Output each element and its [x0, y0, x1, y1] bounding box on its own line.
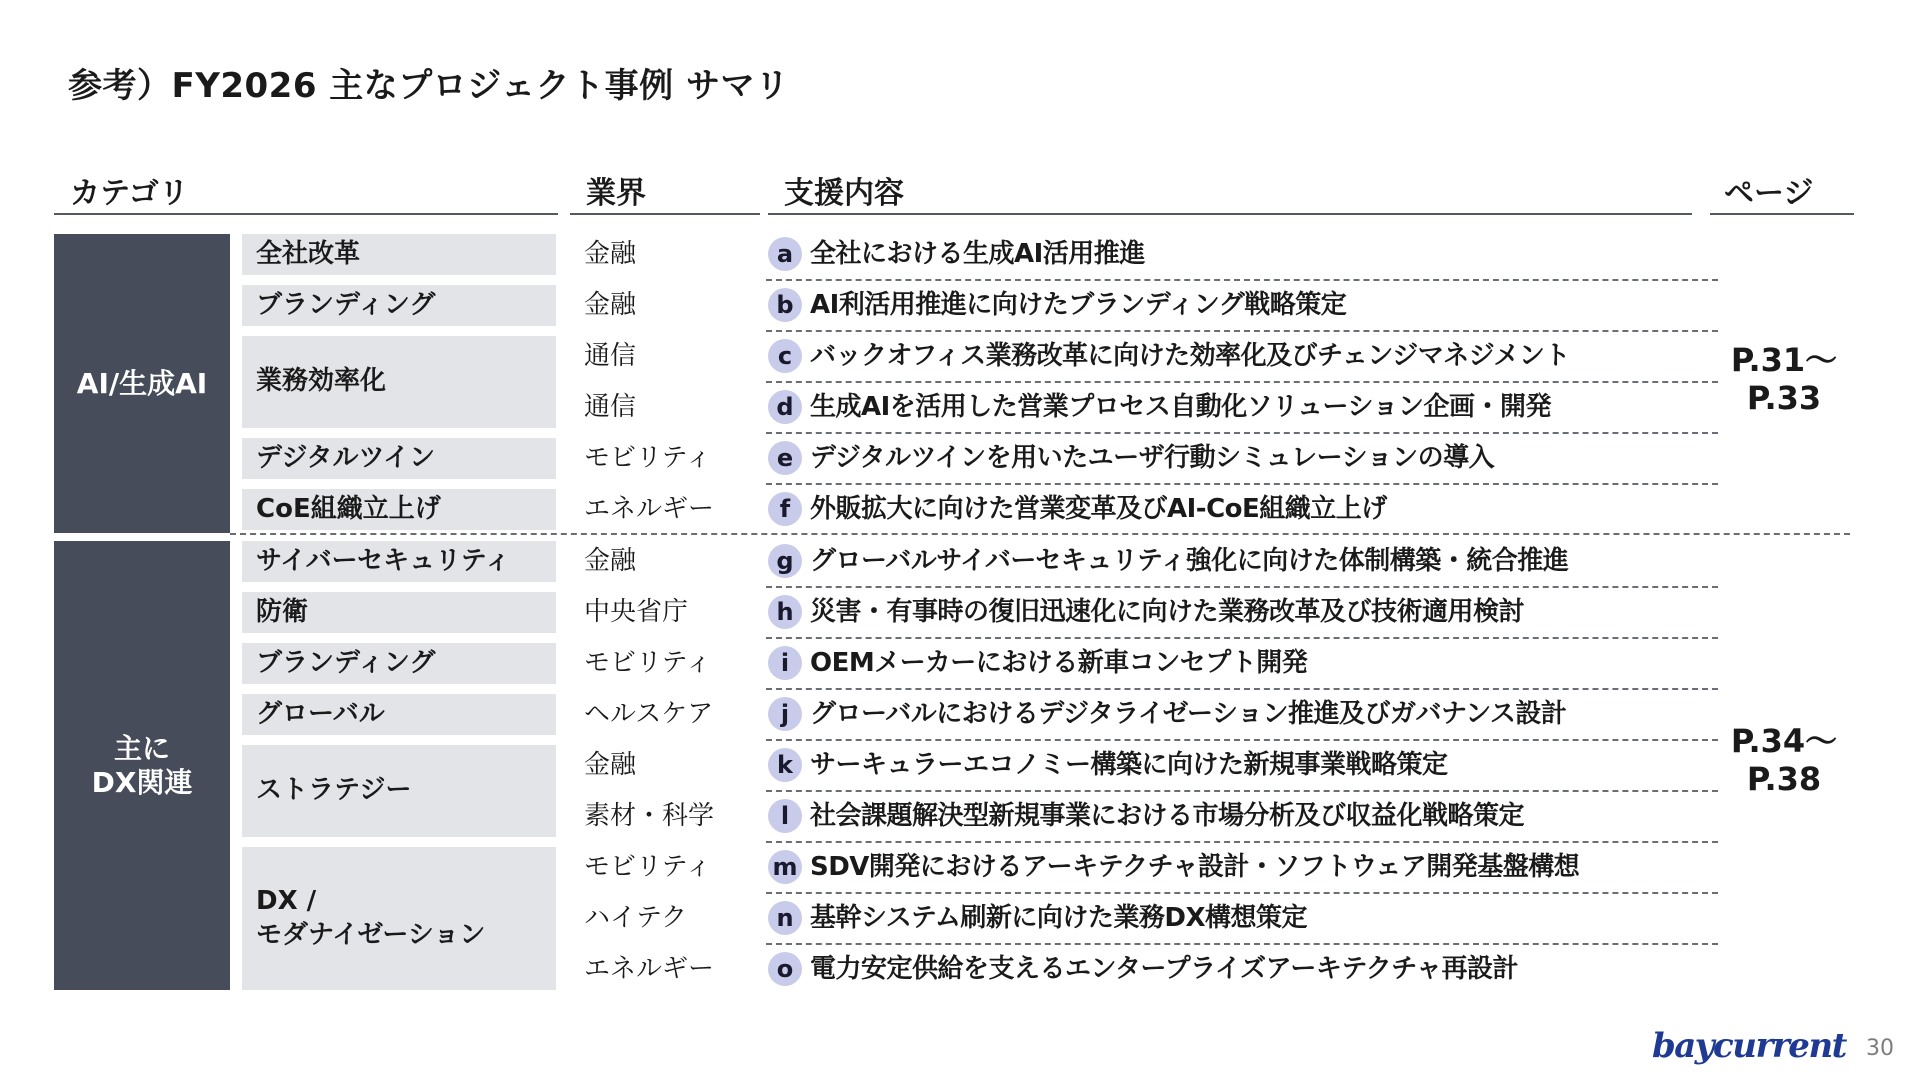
- row-letter-badge: b: [768, 288, 802, 322]
- row-divider: [766, 483, 1718, 485]
- industry-cell: モビリティ: [584, 648, 712, 678]
- page-ref-dx: P.34～ P.38: [1730, 722, 1838, 799]
- industry-cell: エネルギー: [584, 954, 715, 984]
- header-underline-industry: [570, 213, 760, 215]
- row-description: 外販拡大に向けた営業変革及びAI-CoE組織立上げ: [810, 494, 1387, 524]
- row-letter-badge: c: [768, 339, 802, 373]
- subcategory: CoE組織立上げ: [242, 489, 556, 530]
- industry-cell: 金融: [584, 546, 637, 576]
- row-divider: [766, 330, 1718, 332]
- subcategory: DX / モダナイゼーション: [242, 847, 556, 990]
- row-letter-badge: f: [768, 492, 802, 526]
- row-description: グローバルサイバーセキュリティ強化に向けた体制構築・統合推進: [810, 546, 1569, 576]
- industry-cell: ハイテク: [584, 903, 687, 933]
- header-underline-support: [768, 213, 1692, 215]
- industry-cell: 金融: [584, 290, 637, 320]
- industry-cell: 通信: [584, 392, 637, 422]
- company-logo: baycurrent: [1652, 1026, 1846, 1066]
- header-category: カテゴリ: [70, 176, 189, 211]
- row-letter-badge: k: [768, 748, 802, 782]
- row-letter-badge: g: [768, 544, 802, 578]
- row-description: バックオフィス業務改革に向けた効率化及びチェンジマネジメント: [810, 341, 1570, 371]
- industry-cell: 通信: [584, 341, 637, 371]
- row-divider: [766, 841, 1718, 843]
- subcategory: ストラテジー: [242, 745, 556, 837]
- row-description: 災害・有事時の復旧迅速化に向けた業務改革及び技術適用検討: [810, 597, 1525, 627]
- industry-cell: モビリティ: [584, 852, 712, 882]
- row-description: 電力安定供給を支えるエンタープライズアーキテクチャ再設計: [810, 954, 1519, 984]
- row-letter-badge: a: [768, 237, 802, 271]
- row-letter-badge: o: [768, 952, 802, 986]
- row-divider: [766, 739, 1718, 741]
- subcategory: ブランディング: [242, 643, 556, 684]
- subcategory: 全社改革: [242, 234, 556, 275]
- industry-cell: 金融: [584, 750, 637, 780]
- page-number: 30: [1866, 1036, 1894, 1061]
- header-support: 支援内容: [784, 176, 904, 211]
- row-divider: [766, 637, 1718, 639]
- subcategory: デジタルツイン: [242, 438, 556, 479]
- row-divider: [766, 279, 1718, 281]
- section-divider: [230, 533, 1850, 535]
- category-ai: AI/生成AI: [54, 234, 230, 533]
- row-description: サーキュラーエコノミー構築に向けた新規事業戦略策定: [810, 750, 1448, 780]
- row-description: 全社における生成AI活用推進: [810, 239, 1145, 269]
- row-divider: [766, 432, 1718, 434]
- row-divider: [766, 943, 1718, 945]
- industry-cell: エネルギー: [584, 494, 715, 524]
- row-letter-badge: l: [768, 799, 802, 833]
- row-description: 基幹システム刷新に向けた業務DX構想策定: [810, 903, 1308, 933]
- industry-cell: ヘルスケア: [584, 699, 714, 729]
- page-ref-ai: P.31～ P.33: [1730, 341, 1838, 418]
- page-title: 参考）FY2026 主なプロジェクト事例 サマリ: [68, 66, 790, 106]
- industry-cell: 素材・科学: [584, 801, 715, 831]
- row-description: デジタルツインを用いたユーザ行動シミュレーションの導入: [810, 443, 1495, 473]
- subcategory: 業務効率化: [242, 336, 556, 428]
- header-underline-page: [1710, 213, 1854, 215]
- row-divider: [766, 892, 1718, 894]
- industry-cell: 金融: [584, 239, 637, 269]
- industry-cell: 中央省庁: [584, 597, 689, 627]
- row-letter-badge: j: [768, 697, 802, 731]
- row-letter-badge: d: [768, 390, 802, 424]
- row-description: グローバルにおけるデジタライゼーション推進及びガバナンス設計: [810, 699, 1567, 729]
- row-description: OEMメーカーにおける新車コンセプト開発: [810, 648, 1308, 678]
- header-page: ページ: [1724, 176, 1814, 211]
- row-divider: [766, 688, 1718, 690]
- row-letter-badge: n: [768, 901, 802, 935]
- row-letter-badge: i: [768, 646, 802, 680]
- subcategory: 防衛: [242, 592, 556, 633]
- row-letter-badge: h: [768, 595, 802, 629]
- header-industry: 業界: [586, 176, 646, 211]
- row-divider: [766, 586, 1718, 588]
- subcategory: グローバル: [242, 694, 556, 735]
- header-underline-category: [54, 213, 558, 215]
- row-description: SDV開発におけるアーキテクチャ設計・ソフトウェア開発基盤構想: [810, 852, 1580, 882]
- subcategory: サイバーセキュリティ: [242, 541, 556, 582]
- row-divider: [766, 381, 1718, 383]
- row-description: AI利活用推進に向けたブランディング戦略策定: [810, 290, 1347, 320]
- row-divider: [766, 790, 1718, 792]
- row-letter-badge: m: [768, 850, 802, 884]
- row-description: 生成AIを活用した営業プロセス自動化ソリューション企画・開発: [810, 392, 1551, 422]
- row-letter-badge: e: [768, 441, 802, 475]
- row-description: 社会課題解決型新規事業における市場分析及び収益化戦略策定: [810, 801, 1525, 831]
- subcategory: ブランディング: [242, 285, 556, 326]
- category-dx: 主に DX関連: [54, 541, 230, 990]
- industry-cell: モビリティ: [584, 443, 712, 473]
